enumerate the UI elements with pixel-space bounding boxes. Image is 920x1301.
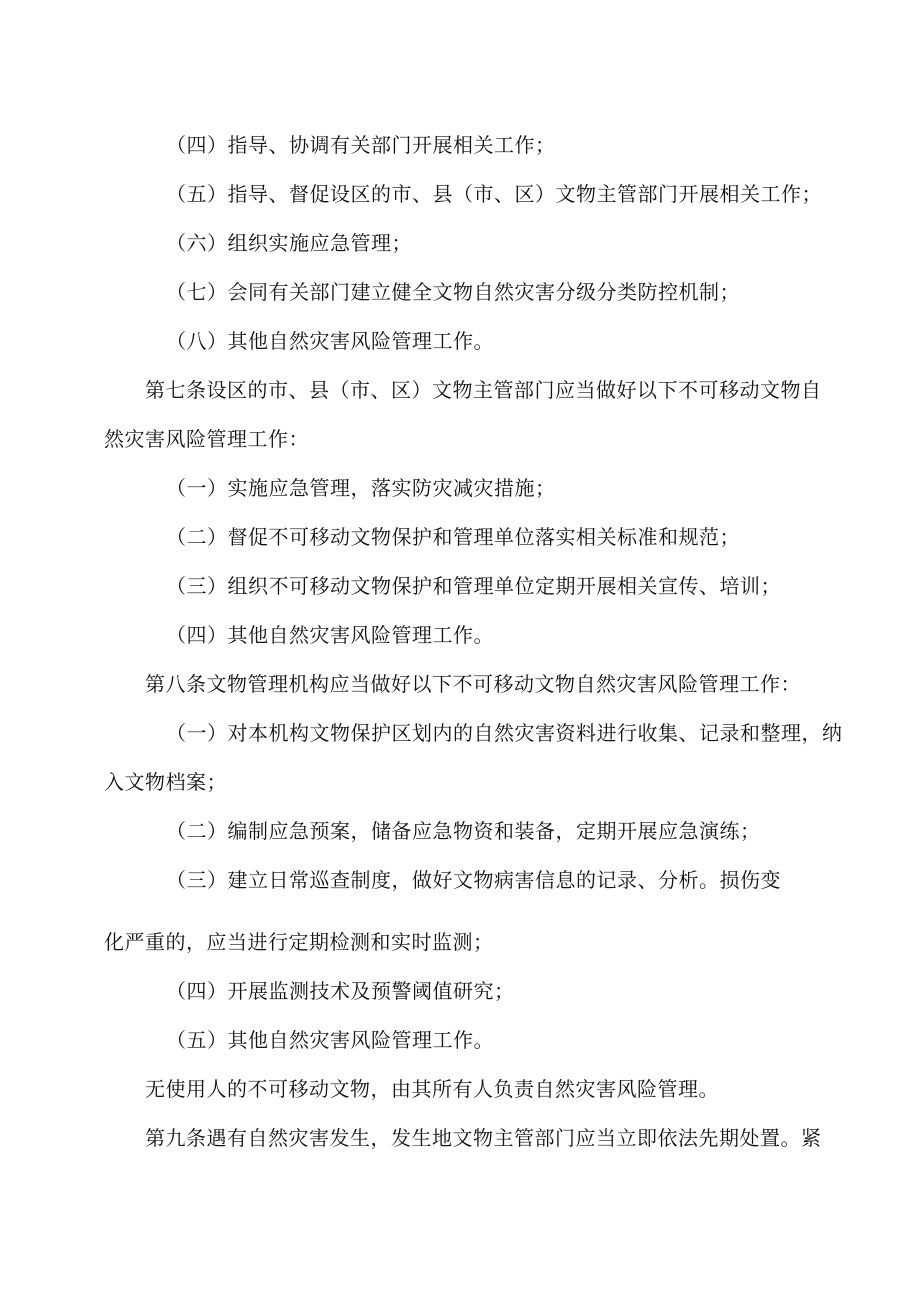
paragraph-line: （六）组织实施应急管理；: [166, 231, 412, 255]
article-heading-line: 第七条设区的市、县（市、区）文物主管部门应当做好以下不可移动文物自: [145, 378, 822, 402]
paragraph-line: （二）编制应急预案，储备应急物资和装备，定期开展应急演练；: [166, 819, 761, 843]
paragraph-line: 化严重的，应当进行定期检测和实时监测；: [104, 930, 494, 954]
paragraph-line: 无使用人的不可移动文物，由其所有人负责自然灾害风险管理。: [145, 1077, 719, 1101]
paragraph-line: （五）指导、督促设区的市、县（市、区）文物主管部门开展相关工作；: [166, 182, 822, 206]
paragraph-line: （五）其他自然灾害风险管理工作。: [166, 1028, 494, 1052]
paragraph-line: 然灾害风险管理工作：: [104, 427, 309, 451]
paragraph-line: 入文物档案；: [104, 770, 227, 794]
paragraph-line: （三）建立日常巡查制度，做好文物病害信息的记录、分析。损伤变: [166, 868, 781, 892]
paragraph-line: （四）开展监测技术及预警阈值研究；: [166, 979, 515, 1003]
article-heading-line: 第八条文物管理机构应当做好以下不可移动文物自然灾害风险管理工作：: [145, 672, 801, 696]
paragraph-line: （一）对本机构文物保护区划内的自然灾害资料进行收集、记录和整理，纳: [166, 721, 843, 745]
article-heading-line: 第九条遇有自然灾害发生，发生地文物主管部门应当立即依法先期处置。紧: [145, 1126, 822, 1150]
paragraph-line: （八）其他自然灾害风险管理工作。: [166, 329, 494, 353]
paragraph-line: （七）会同有关部门建立健全文物自然灾害分级分类防控机制；: [166, 280, 740, 304]
paragraph-line: （四）其他自然灾害风险管理工作。: [166, 623, 494, 647]
paragraph-line: （三）组织不可移动文物保护和管理单位定期开展相关宣传、培训；: [166, 574, 781, 598]
paragraph-line: （二）督促不可移动文物保护和管理单位落实相关标准和规范；: [166, 525, 740, 549]
paragraph-line: （四）指导、协调有关部门开展相关工作；: [166, 133, 556, 157]
paragraph-line: （一）实施应急管理，落实防灾减灾措施；: [166, 476, 556, 500]
